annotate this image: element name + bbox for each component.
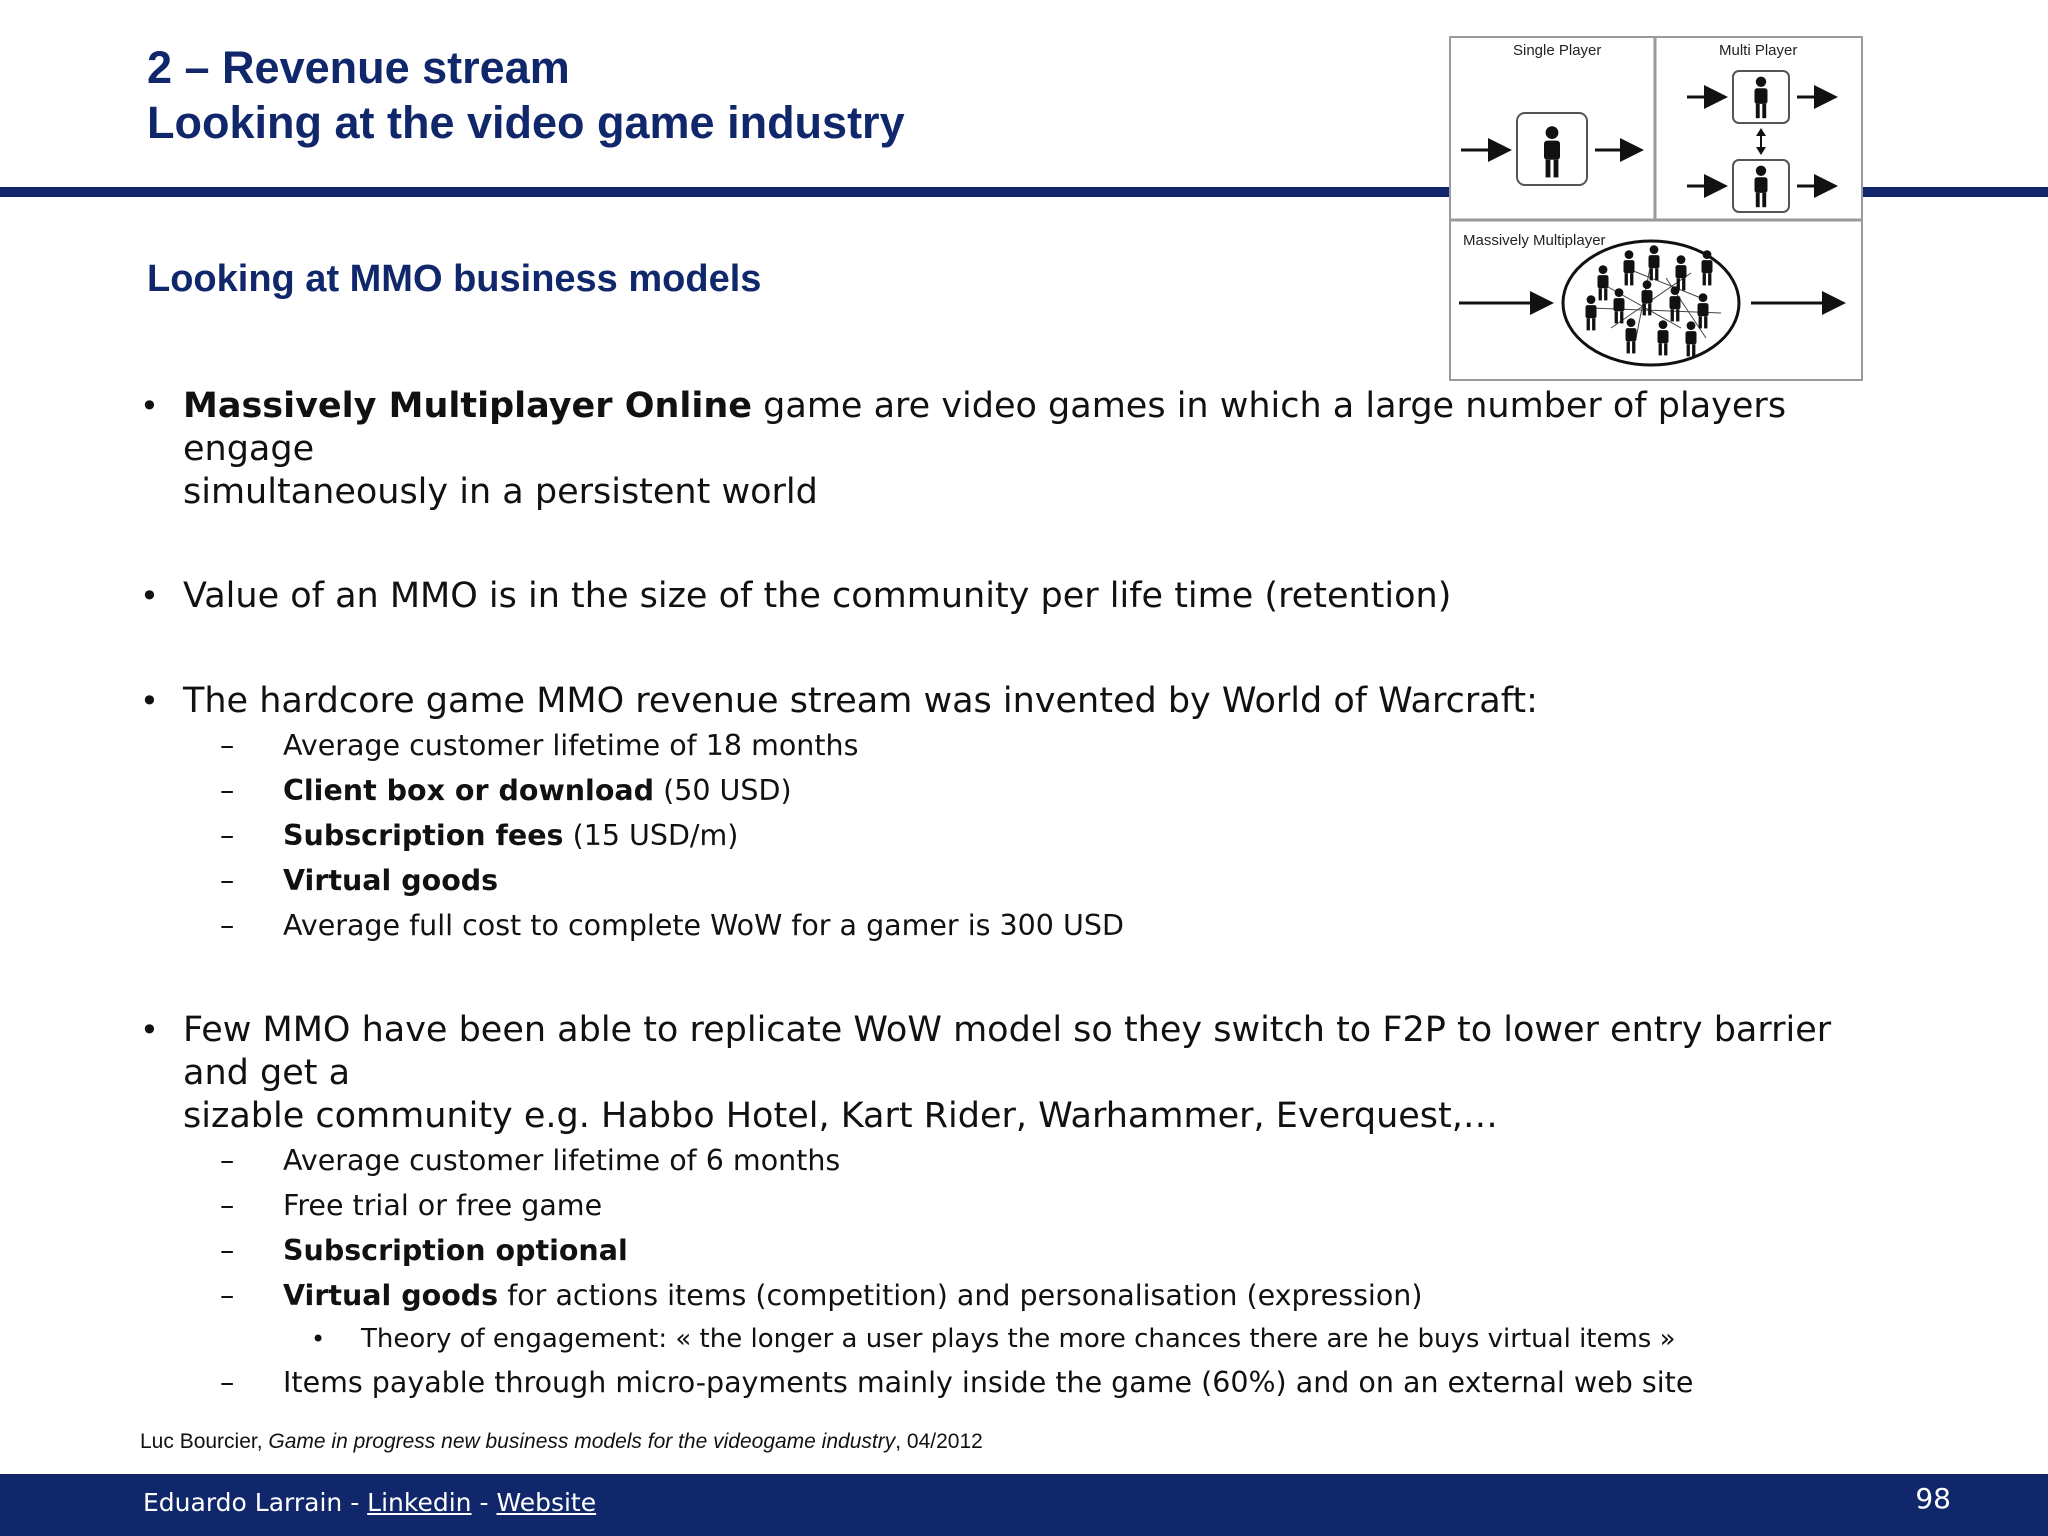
- sub-dash: –: [220, 1366, 235, 1399]
- sub-item: [140, 1228, 1900, 1273]
- section-subtitle: Looking at MMO business models: [147, 258, 762, 300]
- sub-bold-text: Virtual goods: [283, 1279, 499, 1312]
- sub-text: Free trial or free game: [283, 1189, 603, 1222]
- multi-player-label: Multi Player: [1719, 42, 1798, 59]
- sub-item: [140, 813, 1900, 858]
- sub-dash: –: [220, 1189, 235, 1222]
- footer-bar: [0, 1474, 2048, 1536]
- bullet-text: game are video games in which a large number of players engage: [183, 386, 1787, 469]
- reference-date: , 04/2012: [895, 1430, 983, 1453]
- sub-text: Items payable through micro-payments mainly inside the game (60%) and on an external web site: [283, 1366, 1694, 1399]
- sub-item: [140, 1183, 1900, 1228]
- player-modes-diagram: [1449, 36, 1863, 381]
- footer-author: Eduardo Larrain -: [143, 1488, 368, 1517]
- player-modes-illustration: [1451, 38, 1861, 379]
- sub-dash: –: [220, 774, 235, 807]
- bullet-bold-text: Massively Multiplayer Online: [183, 386, 753, 426]
- reference-title: Game in progress new business models for the videogame industry: [268, 1430, 896, 1453]
- sub-bold-text: Subscription optional: [283, 1234, 628, 1267]
- massively-multiplayer-label: Massively Multiplayer: [1463, 232, 1606, 249]
- sub-bold-text: Subscription fees: [283, 819, 564, 852]
- sub-sub-text: Theory of engagement: « the longer a user plays the more chances there are he buys virtual items »: [361, 1324, 1676, 1354]
- sub-item: [140, 1273, 1900, 1318]
- bullet-text-line2: simultaneously in a persistent world: [183, 472, 818, 512]
- title-line-2: Looking at the video game industry: [147, 97, 905, 148]
- sub-dash: –: [220, 1234, 235, 1267]
- sub-item: [140, 768, 1900, 813]
- bullet-wow-model: [140, 680, 1900, 723]
- sub-sub-dot: •: [311, 1325, 326, 1353]
- sub-item: [140, 1138, 1900, 1183]
- bullet-dot: •: [140, 682, 159, 720]
- bullet-mmo-value: [140, 575, 1900, 618]
- bullet-text-line2: sizable community e.g. Habbo Hotel, Kart Rider, Warhammer, Everquest,…: [183, 1096, 1498, 1136]
- slide-title: [147, 40, 905, 150]
- reference-author: Luc Bourcier,: [140, 1430, 269, 1453]
- bullet-mmo-definition: [140, 385, 1900, 514]
- sub-bold-text: Virtual goods: [283, 864, 499, 897]
- linkedin-link[interactable]: Linkedin: [367, 1488, 472, 1517]
- bullet-dot: •: [140, 387, 159, 425]
- sub-text: (15 USD/m): [563, 819, 739, 852]
- sub-dash: –: [220, 864, 235, 897]
- source-reference: [140, 1430, 983, 1454]
- bullet-text: Few MMO have been able to replicate WoW model so they switch to F2P to lower entry barrier and get a: [183, 1010, 1832, 1093]
- footer-separator: -: [471, 1488, 497, 1517]
- bullet-dot: •: [140, 577, 159, 615]
- bullet-text: The hardcore game MMO revenue stream was invented by World of Warcraft:: [183, 681, 1538, 721]
- sub-dash: –: [220, 1279, 235, 1312]
- sub-text: Average customer lifetime of 6 months: [283, 1144, 841, 1177]
- sub-dash: –: [220, 819, 235, 852]
- sub-bold-text: Client box or download: [283, 774, 655, 807]
- sub-item: [140, 1360, 1900, 1405]
- sub-text: Average full cost to complete WoW for a gamer is 300 USD: [283, 909, 1124, 942]
- sub-dash: –: [220, 909, 235, 942]
- sub-item: [140, 723, 1900, 768]
- title-line-1: 2 – Revenue stream: [147, 42, 570, 93]
- sub-text: Average customer lifetime of 18 months: [283, 729, 859, 762]
- footer-credits: [143, 1488, 596, 1517]
- sub-dash: –: [220, 1144, 235, 1177]
- bullet-dot: •: [140, 1011, 159, 1049]
- sub-text: (50 USD): [654, 774, 792, 807]
- sub-item: [140, 858, 1900, 903]
- bullet-f2p-switch: [140, 1009, 1900, 1138]
- website-link[interactable]: Website: [496, 1488, 597, 1517]
- sub-text: for actions items (competition) and personalisation (expression): [498, 1279, 1423, 1312]
- bullet-text: Value of an MMO is in the size of the community per life time (retention): [183, 576, 1452, 616]
- sub-sub-item: [140, 1318, 1900, 1360]
- sub-dash: –: [220, 729, 235, 762]
- single-player-label: Single Player: [1513, 42, 1602, 59]
- slide-content: [140, 385, 1900, 1405]
- sub-item: [140, 903, 1900, 948]
- page-number: 98: [1915, 1482, 1951, 1515]
